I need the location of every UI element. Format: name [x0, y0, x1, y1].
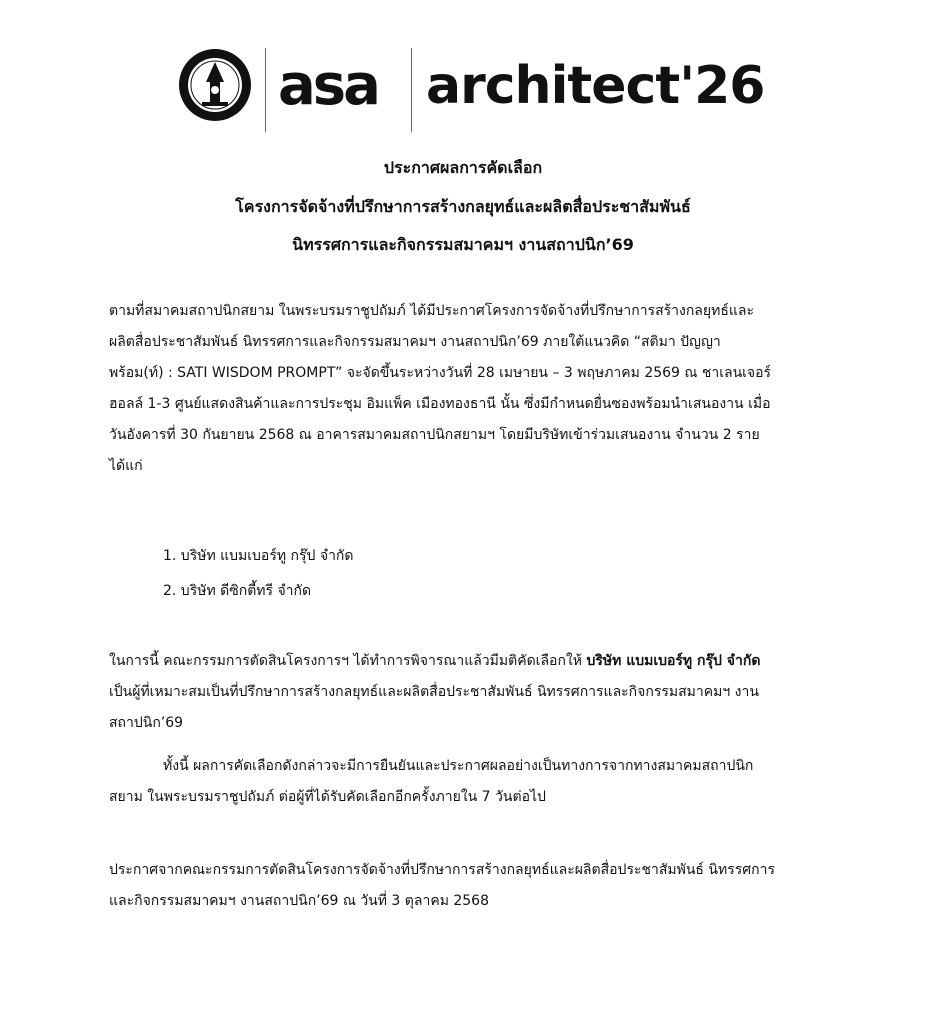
intro-line: ได้แก่ — [109, 458, 143, 474]
selected-company: บริษัท แบมเบอร์ทู กรุ๊ป จำกัด — [586, 653, 761, 669]
decision-line: เป็นผู้ที่เหมาะสมเป็นที่ปรึกษาการสร้างกลยุทธ์และผลิตสื่อประชาสัมพันธ์ นิทรรศการและกิจกรรมสมาคมฯ งาน — [109, 684, 759, 700]
intro-line: พร้อม(ท์) : SATI WISDOM PROMPT” จะจัดขึ้นระหว่างวันที่ 28 เมษายน – 3 พฤษภาคม 2569 ณ ชาเลนเจอร์ — [109, 365, 772, 381]
event-title: นิทรรศการและกิจกรรมสมาคมฯ งานสถาปนิก’69 — [292, 235, 634, 254]
header-divider-left — [265, 48, 266, 132]
intro-line: ตามที่สมาคมสถาปนิกสยาม ในพระบรมราชูปถัมภ์ ได้มีประกาศโครงการจัดจ้างที่ปรึกษาการสร้างกลยุทธ์และ — [109, 303, 754, 319]
intro-line: วันอังคารที่ 30 กันยายน 2568 ณ อาคารสมาคมสถาปนิกสยามฯ โดยมีบริษัทเข้าร่วมเสนองาน จำนวน 2 ราย — [109, 427, 760, 443]
confirmation-paragraph — [109, 753, 819, 815]
decision-paragraph — [109, 648, 819, 741]
decision-text: ในการนี้ คณะกรรมการตัดสินโครงการฯ ได้ทำการพิจารณาแล้วมีมติคัดเลือกให้ — [109, 653, 587, 669]
intro-paragraph — [109, 298, 819, 484]
intro-line: ฮอลล์ 1-3 ศูนย์แสดงสินค้าและการประชุม อิมแพ็ค เมืองทองธานี นั้น ซึ่งมีกำหนดยื่นซองพร้อมนำเสนองาน เมื่อ — [109, 396, 771, 412]
announcement-title: ประกาศผลการคัดเลือก — [383, 158, 543, 177]
closing-paragraph — [109, 857, 819, 919]
confirmation-line: สยาม ในพระบรมราชูปถัมภ์ ต่อผู้ที่ได้รับคัดเลือกอีกครั้งภายใน 7 วันต่อไป — [109, 789, 546, 805]
project-title: โครงการจัดจ้างที่ปรึกษาการสร้างกลยุทธ์และผลิตสื่อประชาสัมพันธ์ — [235, 197, 691, 216]
decision-line — [109, 648, 819, 679]
closing-line: และกิจกรรมสมาคมฯ งานสถาปนิก’69 ณ วันที่ 3 ตุลาคม 2568 — [109, 893, 489, 909]
confirmation-line: ทั้งนี้ ผลการคัดเลือกดังกล่าวจะมีการยืนยันและประกาศผลอย่างเป็นทางการจากทางสมาคมสถาปนิก — [163, 758, 754, 774]
asa-seal-logo — [178, 48, 252, 122]
architect-26-wordmark: architect'26 — [426, 56, 765, 116]
intro-line: ผลิตสื่อประชาสัมพันธ์ นิทรรศการและกิจกรรมสมาคมฯ งานสถาปนิก’69 ภายใต้แนวคิด “สติมา ปัญญา — [109, 334, 721, 350]
list-item: 1. บริษัท แบมเบอร์ทู กรุ๊ป จำกัด — [163, 548, 354, 564]
decision-line: สถาปนิก’69 — [109, 715, 184, 731]
list-item: 2. บริษัท ดีซิกตี้ทรี จำกัด — [163, 583, 312, 599]
closing-line: ประกาศจากคณะกรรมการตัดสินโครงการจัดจ้างที่ปรึกษาการสร้างกลยุทธ์และผลิตสื่อประชาสัมพันธ์ นิทรรศการ — [109, 862, 775, 878]
document-header — [0, 40, 926, 140]
asa-wordmark: asa — [278, 53, 378, 118]
header-divider-right — [411, 48, 412, 132]
